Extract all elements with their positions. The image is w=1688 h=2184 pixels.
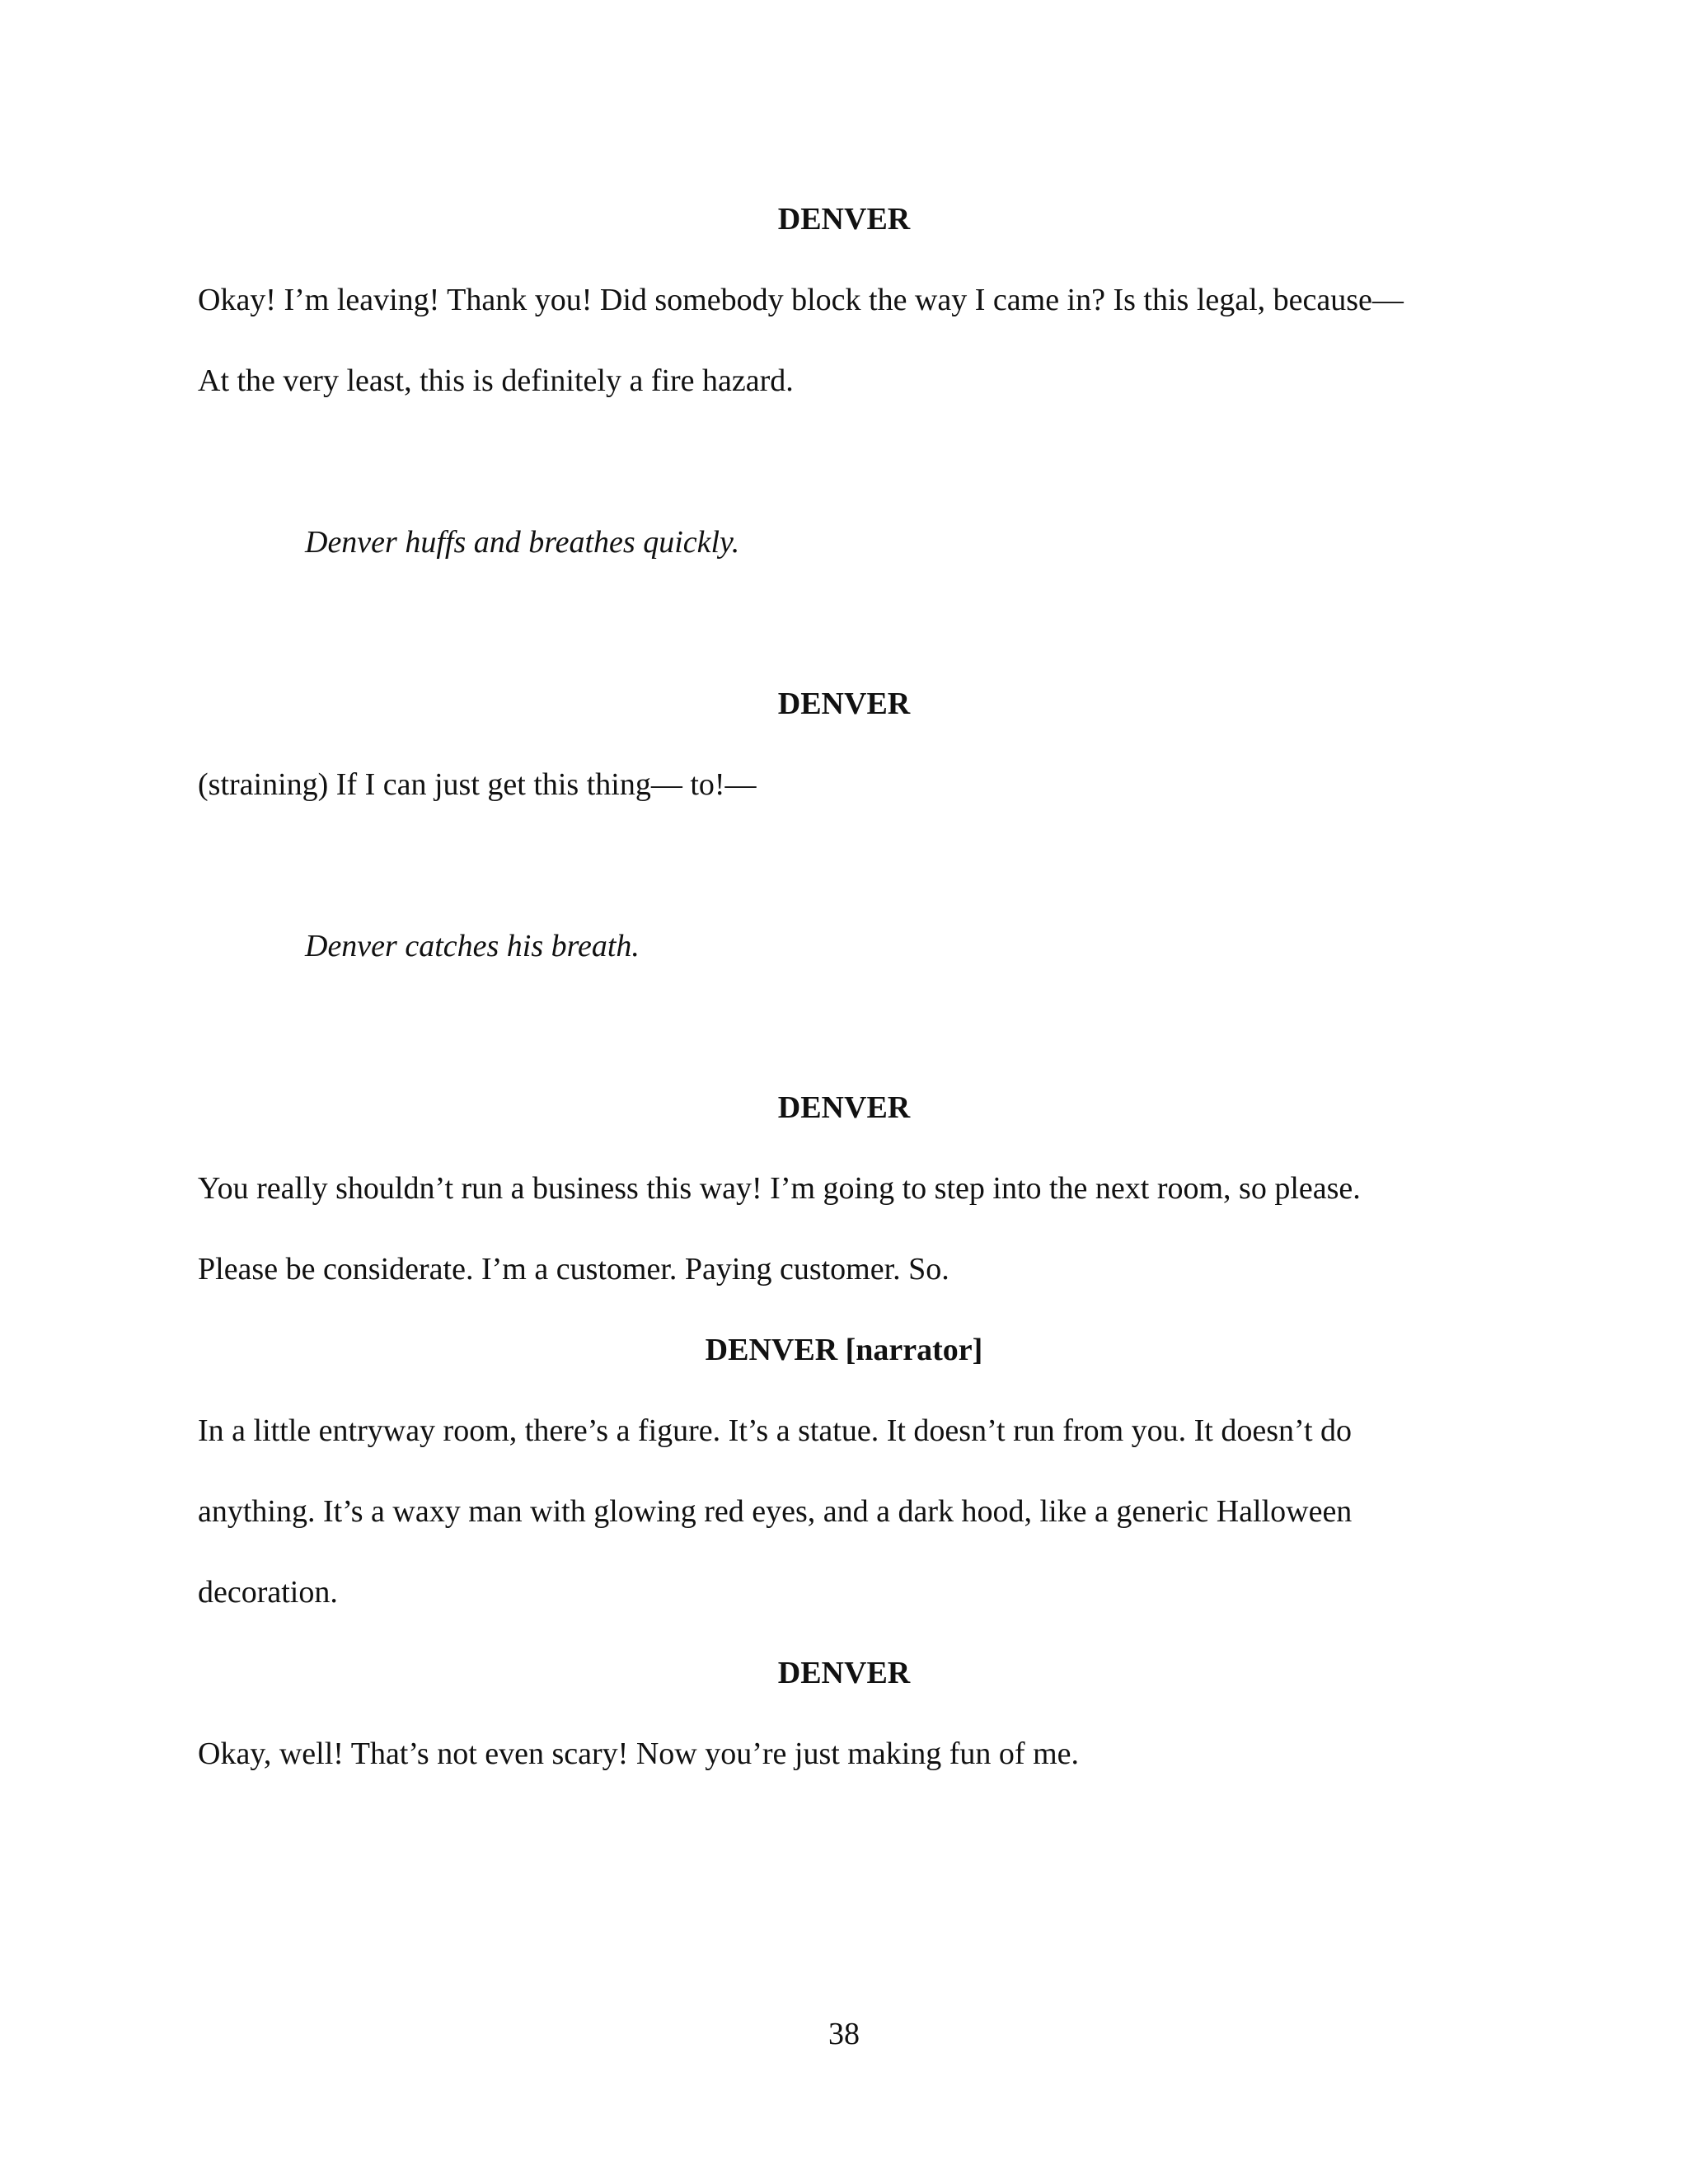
- speaker-name: DENVER: [777, 1090, 911, 1125]
- narration-line: In a little entryway room, there’s a figure. It’s a statue. It doesn’t run from you. It doesn’t do: [198, 1413, 1353, 1448]
- dialogue-line: You really shouldn’t run a business this way! I’m going to step into the next room, so please.: [198, 1171, 1361, 1206]
- dialogue-line: Okay! I’m leaving! Thank you! Did somebody block the way I came in? Is this legal, because—: [198, 283, 1404, 317]
- narration-line: decoration.: [198, 1575, 338, 1610]
- dialogue-line: At the very least, this is definitely a fire hazard.: [198, 363, 794, 398]
- speaker-name: DENVER: [777, 202, 911, 237]
- page-number: 38: [828, 2017, 860, 2051]
- dialogue-line: Okay, well! That’s not even scary! Now you’re just making fun of me.: [198, 1736, 1080, 1771]
- stage-direction: Denver catches his breath.: [305, 929, 640, 963]
- dialogue-line: (straining) If I can just get this thing— to!—: [198, 767, 757, 802]
- speaker-name: DENVER: [777, 687, 911, 721]
- narration-line: anything. It’s a waxy man with glowing red eyes, and a dark hood, like a generic Halloween: [198, 1494, 1353, 1529]
- stage-direction: Denver huffs and breathes quickly.: [305, 525, 740, 560]
- speaker-name: DENVER: [777, 1656, 911, 1690]
- speaker-name: DENVER [narrator]: [705, 1333, 983, 1367]
- dialogue-line: Please be considerate. I’m a customer. Paying customer. So.: [198, 1252, 950, 1286]
